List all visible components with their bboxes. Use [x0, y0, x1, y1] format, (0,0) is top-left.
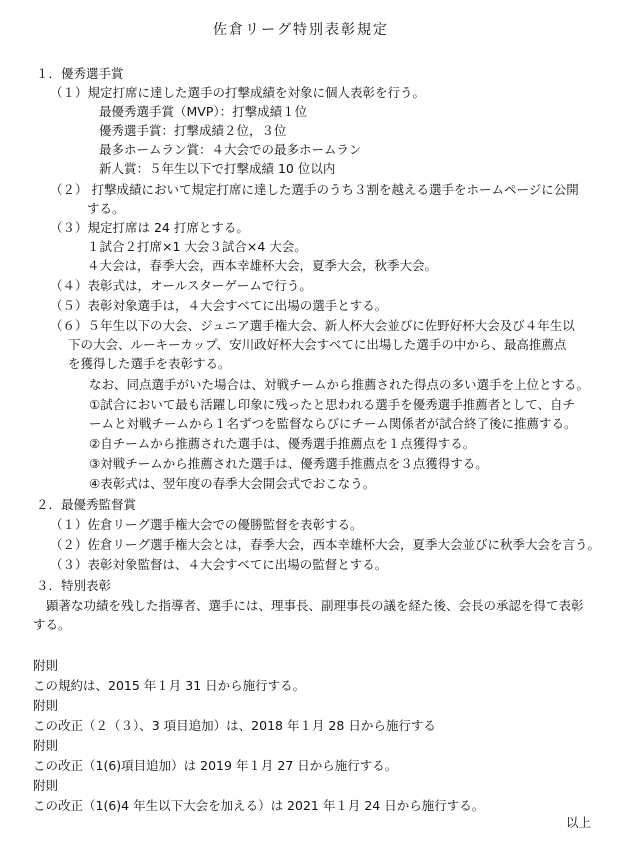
award-excellent-player: 優秀選手賞：打撃成績２位，３位 [99, 123, 287, 138]
tie-break-rule: なお、同点選手がいた場合は、対戦チームから推薦された得点の多い選手を上位とする。 [89, 377, 590, 392]
end-mark: 以上 [566, 815, 592, 830]
section-1-paragraph-2: （２） 打撃成績において規定打席に達した選手のうち３割を越える選手をホームページに公開 [50, 182, 579, 197]
recommendation-rule-1: ①試合において最も活躍し印象に残ったと思われる選手を優秀選手推薦者として、自チ [89, 397, 575, 412]
supplementary-label: 附則 [33, 658, 59, 673]
recommendation-rule-4: ④表彰式は、翌年度の春季大会開会式でおこなう。 [89, 476, 376, 491]
supplementary-label: 附則 [33, 698, 59, 713]
section-2-item-3: （３）表彰対象監督は、４大会すべてに出場の監督とする。 [50, 557, 388, 572]
section-1-paragraph-3: （３）規定打席は 24 打席とする。 [50, 220, 249, 235]
plate-appearance-detail: １試合２打席×1 大会３試合×4 大会。 [87, 239, 307, 254]
section-1-heading: １．優秀選手賞 [36, 66, 124, 81]
section-1-paragraph-5: （５）表彰対象選手は，４大会すべてに出場の選手とする。 [50, 298, 388, 313]
section-2-heading: ２．最優秀監督賞 [36, 497, 137, 512]
recommendation-rule-2: ②自チームから推薦された選手は、優秀選手推薦点を１点獲得する。 [89, 436, 476, 451]
section-3-heading: ３．特別表彰 [36, 578, 112, 593]
supplementary-label: 附則 [33, 778, 59, 793]
section-1-paragraph-1: （１）規定打席に達した選手の打撃成績を対象に個人表彰を行う。 [50, 85, 426, 100]
award-rookie: 新人賞：５年生以下で打撃成績 10 位以内 [99, 161, 336, 176]
recommendation-rule-1-cont: ームと対戦チームから１名ずつを監督ならびにチーム関係者が試合終了後に推薦する。 [89, 416, 577, 431]
section-1-paragraph-6-cont: 下の大会、ルーキーカップ、安川政好杯大会すべてに出場した選手の中から、最高推薦点 [68, 337, 567, 352]
supplementary-label: 附則 [33, 738, 59, 753]
section-3-body: 顕著な功績を残した指導者、選手には、理事長、副理事長の議を経た後、会長の承認を得て表彰 [46, 598, 584, 613]
recommendation-rule-3: ③対戦チームから推薦された選手は、優秀選手推薦点を３点獲得する。 [89, 456, 488, 471]
document-title: 佐倉リーグ特別表彰規定 [213, 22, 389, 38]
section-1-paragraph-6-cont: を獲得した選手を表彰する。 [68, 356, 231, 371]
section-1-paragraph-2-cont: する。 [87, 201, 125, 216]
award-mvp: 最優秀選手賞（MVP）：打撃成績１位 [99, 104, 308, 119]
section-2-item-1: （１）佐倉リーグ選手権大会での優勝監督を表彰する。 [50, 517, 363, 532]
supplementary-text: この改正（1(6)項目追加）は 2019 年１月 27 日から施行する。 [33, 758, 398, 773]
supplementary-text: この改正（２（３）、3 項目追加）は、2018 年１月 28 日から施行する [33, 718, 436, 733]
section-2-item-2: （２）佐倉リーグ選手権大会とは，春季大会，西本幸雄杯大会，夏季大会並びに秋季大会を言う。 [50, 537, 601, 552]
tournament-list: ４大会は，春季大会，西本幸雄杯大会，夏季大会，秋季大会。 [87, 258, 438, 273]
supplementary-text: この改正（1(6)4 年生以下大会を加える）は 2021 年１月 24 日から施行する。 [33, 798, 485, 813]
section-1-paragraph-6: （６）５年生以下の大会、ジュニア選手権大会、新人杯大会並びに佐野好杯大会及び４年生以 [50, 318, 575, 333]
supplementary-text: この規約は、2015 年１月 31 日から施行する。 [33, 678, 306, 693]
section-3-body-cont: する。 [33, 617, 71, 632]
section-1-paragraph-4: （４）表彰式は，オールスターゲームで行う。 [50, 278, 312, 293]
award-most-home-runs: 最多ホームラン賞：４大会での最多ホームラン [99, 142, 362, 157]
